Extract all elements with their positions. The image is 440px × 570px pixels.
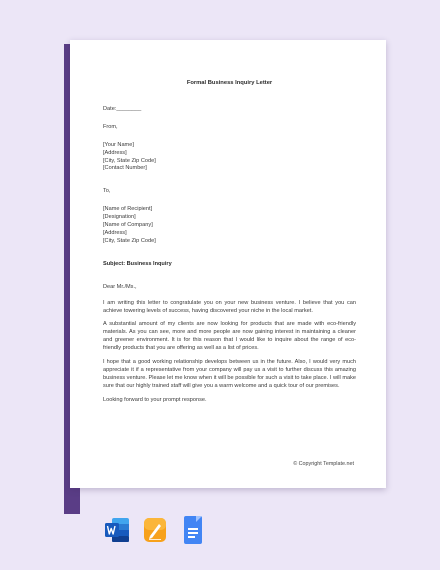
- recipient-company: [Name of Company]: [103, 222, 153, 229]
- recipient-designation: [Designation]: [103, 214, 136, 221]
- paragraph-4: Looking forward to your prompt response.: [103, 396, 207, 403]
- sender-address: [Address]: [103, 149, 127, 156]
- sender-city: [City, State Zip Code]: [103, 157, 156, 164]
- recipient-name: [Name of Recipient]: [103, 206, 153, 213]
- sender-contact: [Contact Number]: [103, 165, 147, 172]
- copyright-text: © Copyright Template.net: [293, 461, 354, 467]
- format-icons: [104, 516, 204, 544]
- paragraph-3: I hope that a good working relationship develops between us in the future. Also, I would very much appreciate it if a representative from your company will pay us a visit to further discuss this amazing business venture. Please let me know when it will be possible for such a visit to take place. I will make sure that our highly trained staff will give you a warm welcome and a quick tour of our premises.: [103, 359, 356, 389]
- pages-icon[interactable]: [142, 516, 166, 544]
- doc-title: Formal Business Inquiry Letter: [186, 80, 273, 86]
- recipient-address: [Address]: [103, 229, 127, 236]
- sender-name: [Your Name]: [103, 141, 134, 148]
- to-label: To,: [103, 188, 111, 195]
- paragraph-1: I am writing this letter to congratulate you on your new business venture. I believe that you can achieve towering levels of success, having discovered your niche in the local market.: [103, 299, 356, 314]
- salutation: Dear Mr./Ms.,: [103, 283, 137, 290]
- recipient-city: [City, State Zip Code]: [103, 237, 156, 244]
- google-docs-icon[interactable]: [180, 516, 204, 544]
- from-label: From,: [103, 123, 118, 130]
- paragraph-2: A substantial amount of my clients are now looking for products that are made with eco-friendly materials. As you can see, more and more people are now gaining interest in maintaining a cleaner and greener environment. It is for this reason that I would like to inquire about the range of eco-friendly products that you are offering as well as a list of prices.: [103, 321, 356, 352]
- date-line: Date:________: [103, 105, 142, 112]
- word-icon[interactable]: [104, 516, 128, 544]
- subject-line: Subject: Business Inquiry: [103, 260, 172, 267]
- letter-page: [70, 40, 386, 488]
